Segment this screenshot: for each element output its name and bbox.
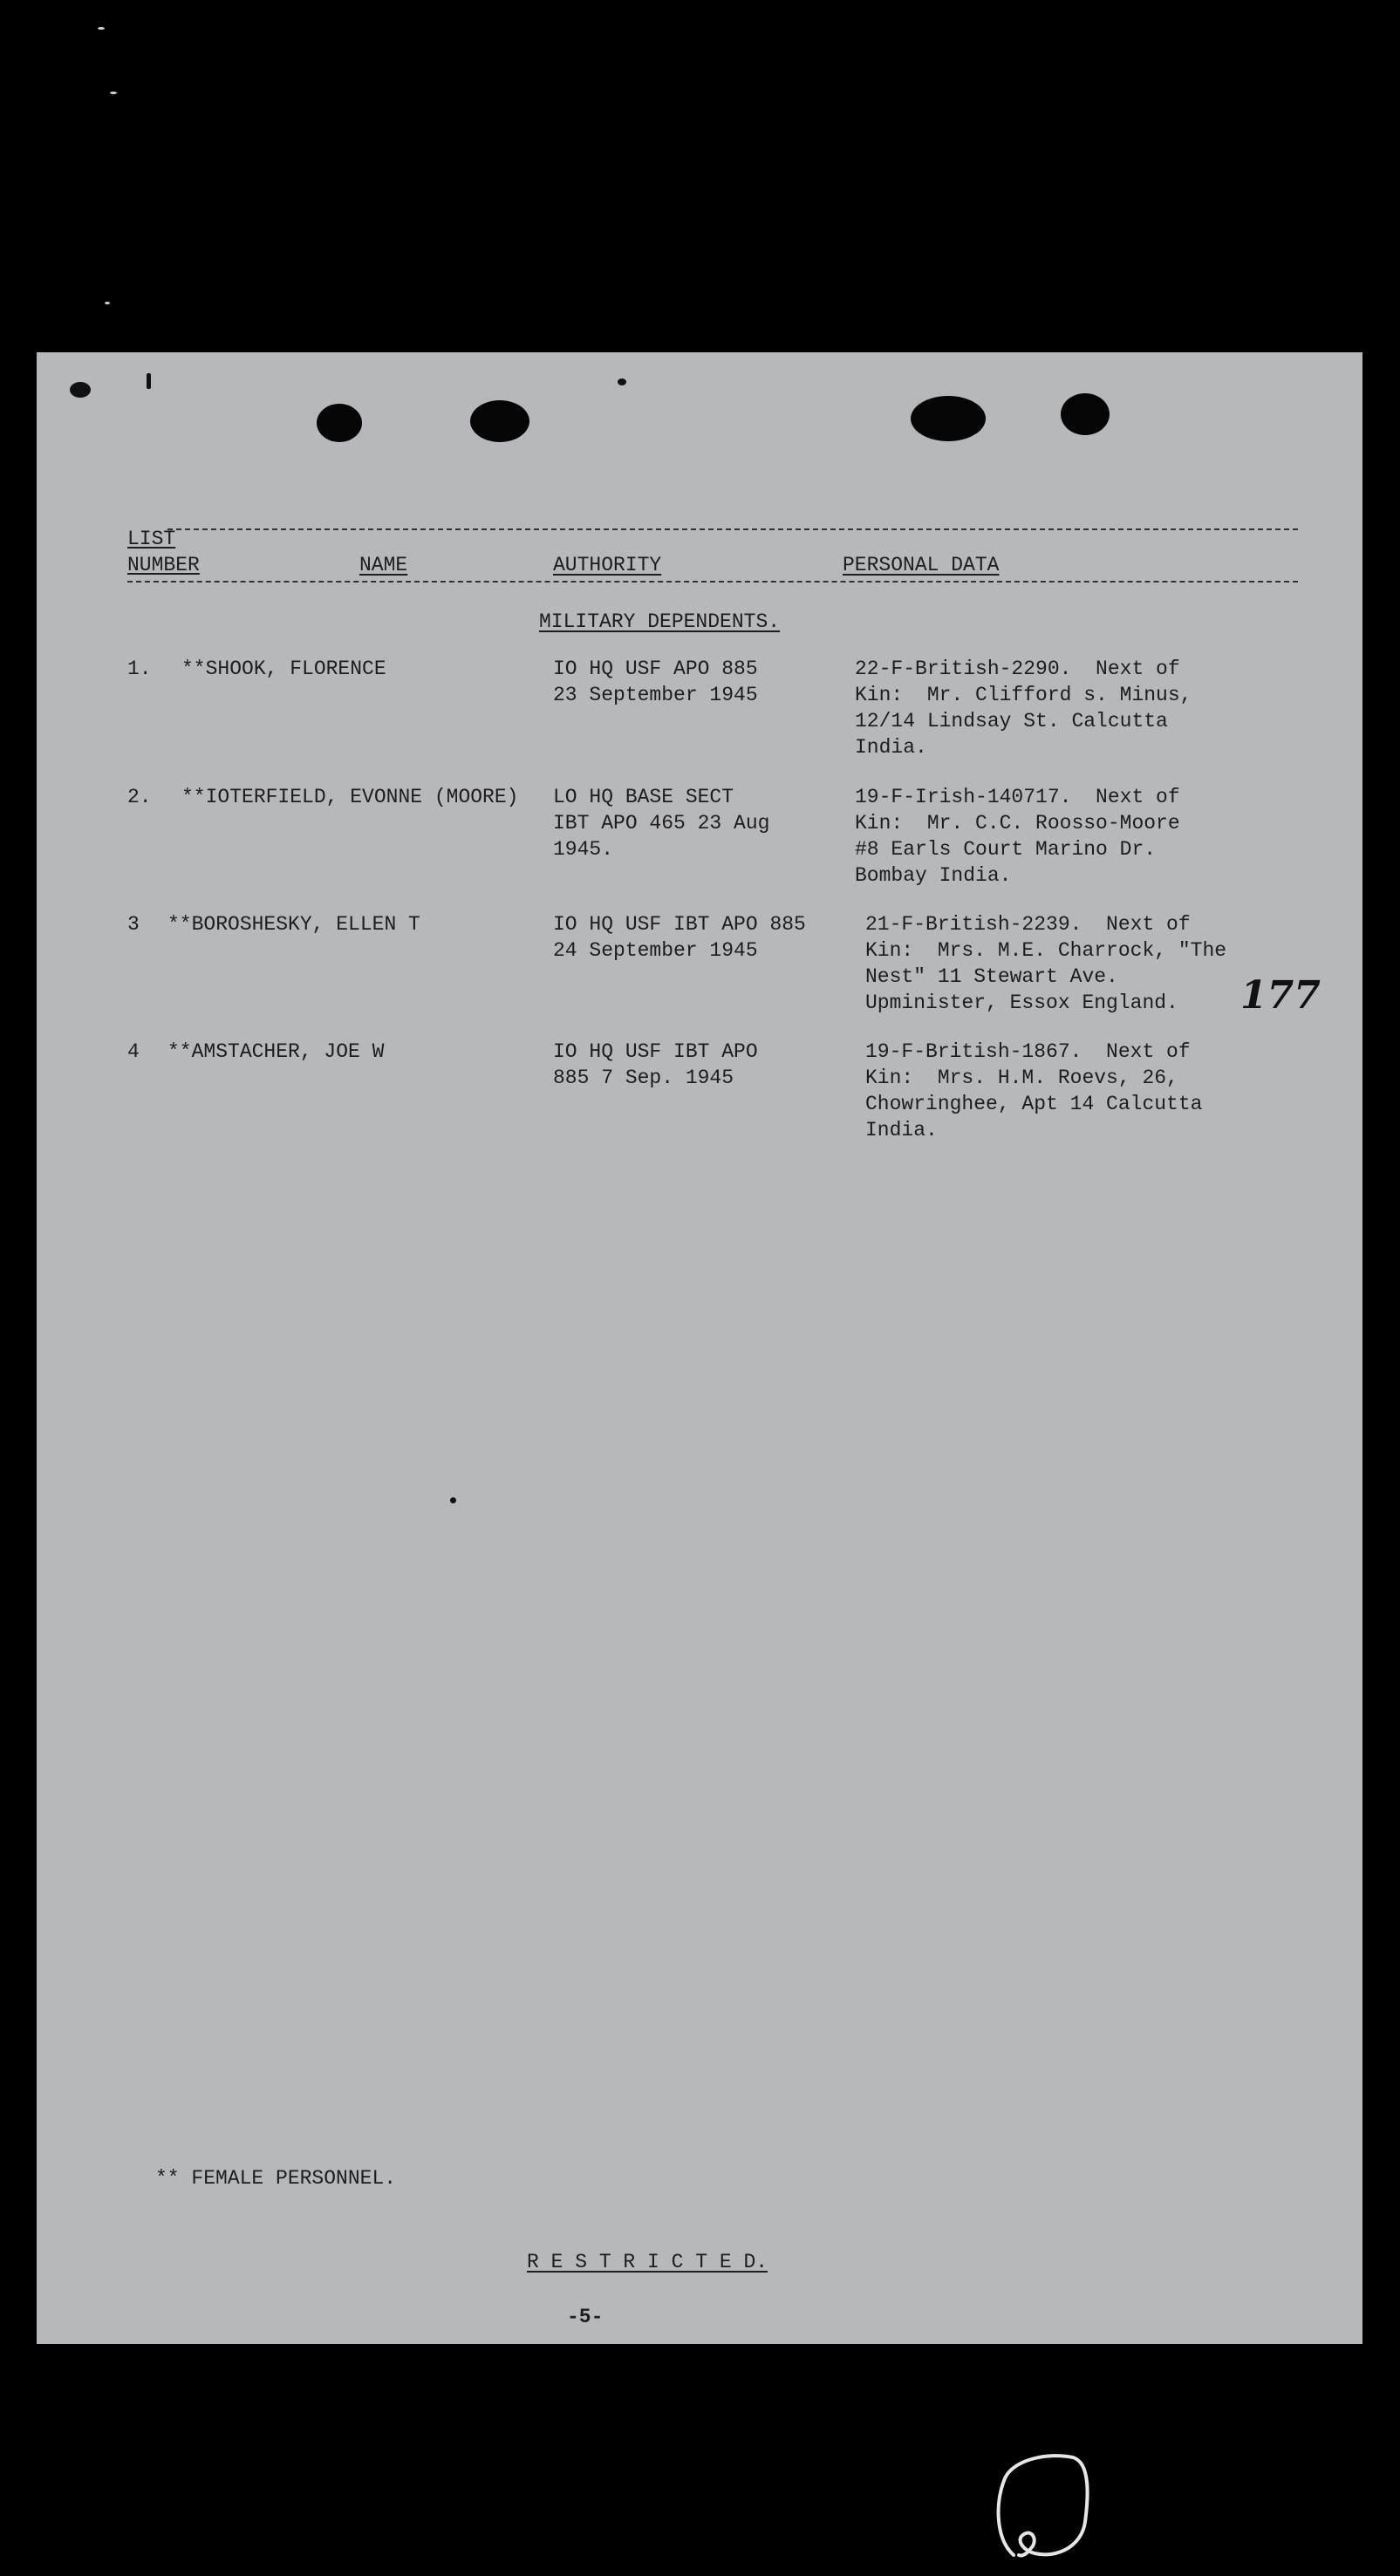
entry-personal-data: 22-F-British-2290. Next of Kin: Mr. Clifford s. Minus, 12/14 Lindsay St. Calcutta India. [855, 658, 1192, 759]
punch-hole [1061, 393, 1110, 435]
entry-number: 4 [127, 1040, 140, 1063]
handwritten-loop-mark [987, 2443, 1110, 2566]
entry-number: 2. [127, 786, 152, 808]
punch-hole [911, 396, 986, 441]
entry-authority: LO HQ BASE SECT IBT APO 465 23 Aug 1945. [553, 786, 770, 861]
entry-name: **AMSTACHER, JOE W [167, 1040, 385, 1063]
scan-speck [98, 27, 105, 30]
footnote: ** FEMALE PERSONNEL. [155, 2167, 397, 2190]
section-title: MILITARY DEPENDENTS. [539, 610, 781, 633]
entry-authority: IO HQ USF IBT APO 885 24 September 1945 [553, 913, 806, 962]
entry-name: **SHOOK, FLORENCE [181, 658, 386, 680]
ink-blot [450, 1497, 456, 1503]
entry-name: **BOROSHESKY, ELLEN T [167, 913, 420, 936]
ink-blot [70, 382, 91, 398]
page-number: -5- [567, 2306, 604, 2328]
classification-stamp: R E S T R I C T E D. [527, 2251, 768, 2273]
personal-data-header: PERSONAL DATA [843, 554, 1000, 576]
entry-personal-data: 21-F-British-2239. Next of Kin: Mrs. M.E. Charrock, "The Nest" 11 Stewart Ave. Upminister, Essox England. [865, 913, 1227, 1014]
punch-hole [317, 404, 362, 442]
entry-authority: IO HQ USF IBT APO 885 7 Sep. 1945 [553, 1040, 758, 1089]
entry-personal-data: 19-F-British-1867. Next of Kin: Mrs. H.M. Roevs, 26, Chowringhee, Apt 14 Calcutta India. [865, 1040, 1203, 1141]
list-number-header: LIST NUMBER [127, 528, 200, 576]
handwritten-page-number: 177 [1240, 973, 1321, 1018]
name-header: NAME [359, 554, 408, 576]
entry-name: **IOTERFIELD, EVONNE (MOORE) [181, 786, 519, 808]
ink-blot [618, 378, 626, 385]
header-top-rule [167, 528, 1298, 530]
entry-authority: IO HQ USF APO 885 23 September 1945 [553, 658, 758, 706]
document-page [37, 352, 1362, 2344]
header-bottom-rule [127, 581, 1298, 583]
entry-number: 1. [127, 658, 152, 680]
authority-header: AUTHORITY [553, 554, 662, 576]
ink-blot [147, 373, 151, 389]
scan-speck [110, 92, 117, 94]
punch-hole [470, 400, 529, 442]
entry-personal-data: 19-F-Irish-140717. Next of Kin: Mr. C.C. Roosso-Moore #8 Earls Court Marino Dr. Bombay India. [855, 786, 1180, 887]
entry-number: 3 [127, 913, 140, 936]
scan-speck [105, 302, 110, 304]
